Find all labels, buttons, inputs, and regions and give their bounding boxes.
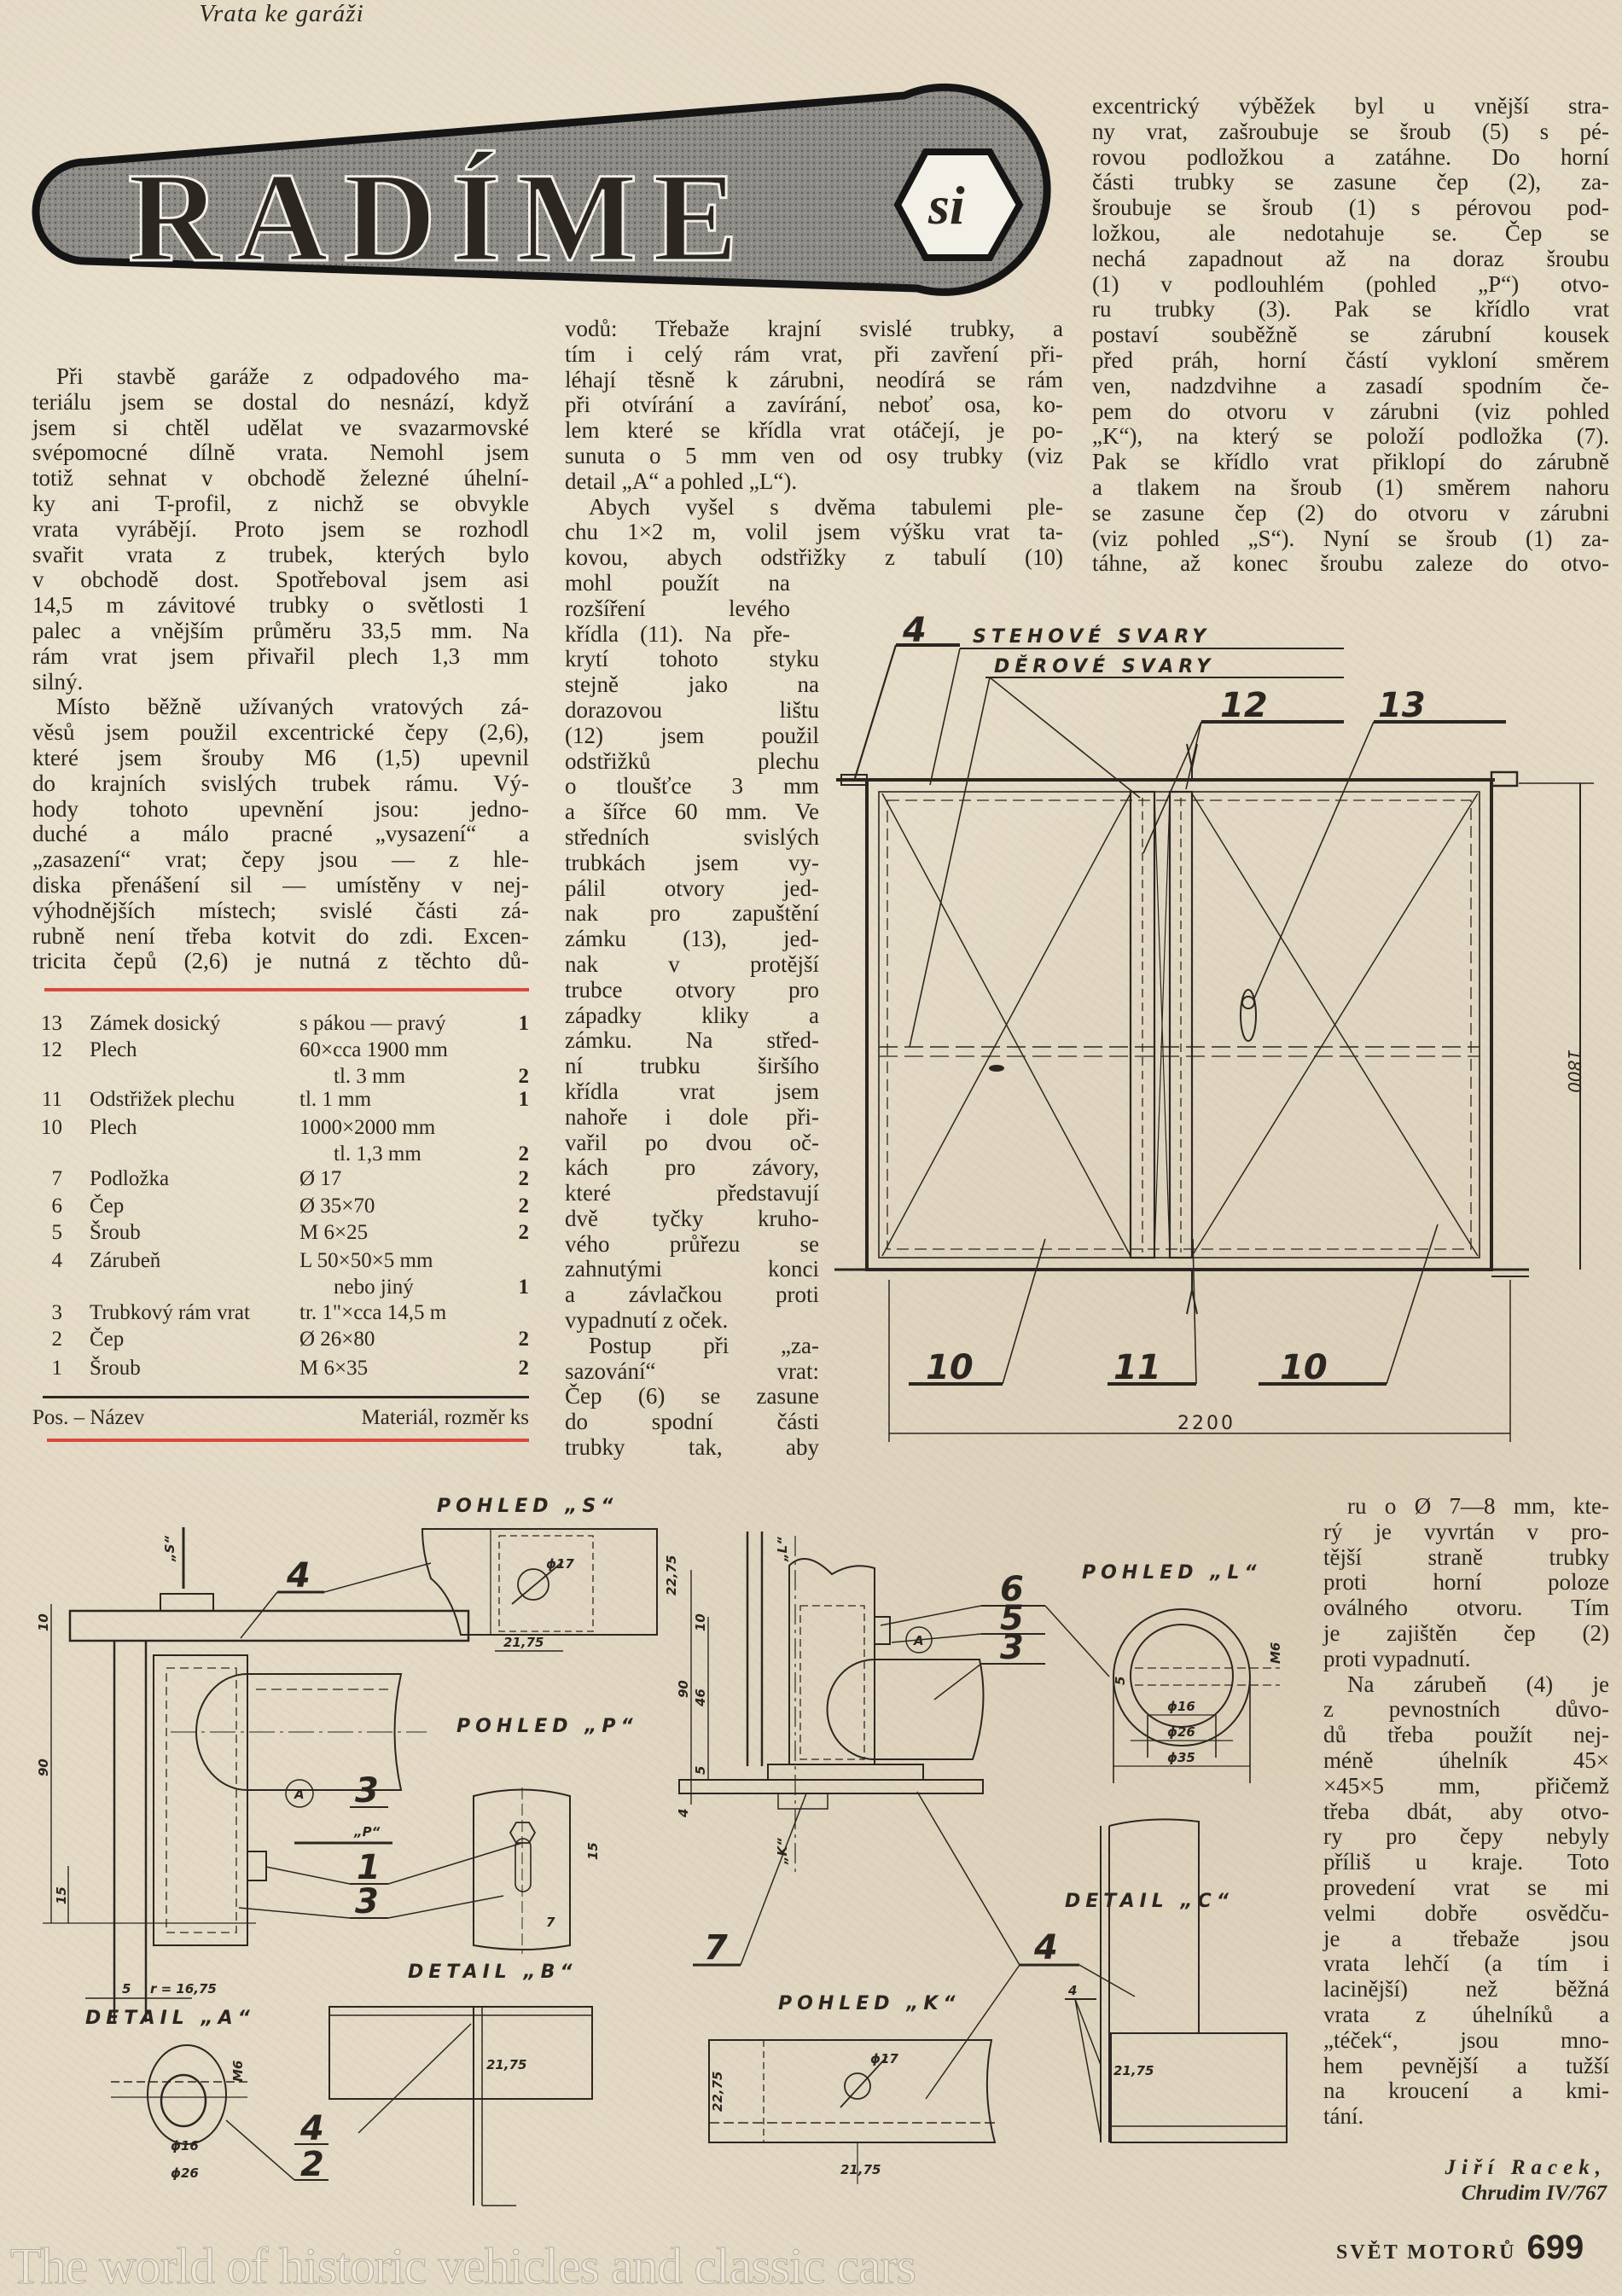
text-line: západky kliky a [565, 1002, 819, 1028]
mid-label-5: 5 [1000, 1599, 1024, 1638]
detail-c-drawing [1065, 1819, 1287, 2142]
gate-elevation-drawing [834, 611, 1594, 1442]
dim-r1675: r = 16,75 [150, 1981, 217, 1997]
text-line: dů třeba použít nej- [1323, 1722, 1609, 1748]
part-position: 11 [41, 1088, 62, 1111]
text-line: jsem si chtěl udělat ve svazarmovské [32, 414, 529, 440]
detail-label-2: 2 [300, 2145, 324, 2184]
part-material-line: nebo jiný [334, 1276, 414, 1299]
part-name: Čep [90, 1195, 125, 1218]
text-line: oválného otvoru. Tím [1323, 1595, 1609, 1621]
text-line: rozšíření levého [565, 595, 790, 621]
text-line: výhodnějších místech; svislé části zá- [32, 897, 529, 923]
header-material-ks: Materiál, rozměr ks [361, 1406, 529, 1429]
text-line: vrata z úhelníků a [1323, 2001, 1609, 2027]
text-line: Na zárubeň (4) je [1347, 1671, 1609, 1697]
part-position: 5 [51, 1221, 62, 1244]
text-line: svařit vrata z trubek, kterých bylo [32, 541, 529, 567]
text-line: hody tohoto upevnění jsou: jedno- [32, 795, 529, 822]
text-line: tím i celý rám vrat, při zavření při- [565, 340, 1063, 367]
text-line: tricita čepů (2,6) je nutná z těchto dů- [32, 948, 529, 974]
author-place: Chrudim IV/767 [1461, 2182, 1607, 2205]
part-quantity: 2 [518, 1328, 529, 1351]
view-k-drawing [709, 1993, 995, 2184]
text-line: kovou, abych odstřižky z tabulí (10) [565, 544, 1063, 571]
part-name: Plech [90, 1116, 137, 1139]
gate-label-13: 13 [1378, 686, 1426, 725]
text-line: palec a vnějším průměru 33,5 mm. Na [32, 617, 529, 643]
text-line: zámku. Na střed- [565, 1027, 819, 1054]
detail-a-dim-16: ϕ16 [171, 2138, 199, 2154]
part-quantity: 2 [518, 1167, 529, 1190]
watermark-tagline: The world of historic vehicles and classic cars [10, 2238, 916, 2294]
dim-10: 10 [36, 1613, 51, 1631]
text-line: lacinější) než běžná [1323, 1976, 1609, 2002]
text-line: ky ani T-profil, z nichž se obvykle [32, 490, 529, 516]
text-line: věsů jsem použil excentrické čepy (2,6), [32, 719, 529, 746]
text-line: nechá zapadnout až na doraz šroubu [1092, 245, 1609, 271]
detail-c-caption: DETAIL „C“ [1065, 1891, 1234, 1912]
text-line: ny vrat, zašroubuje se šroub (5) s pé- [1092, 118, 1609, 144]
text-line: méně úhelník 45× [1323, 1747, 1609, 1773]
mid-dim-5: 5 [693, 1765, 708, 1775]
detail-a-dim-26: ϕ26 [171, 2165, 199, 2181]
text-line: tější straně trubky [1323, 1543, 1609, 1570]
view-s-dim-2175: 21,75 [503, 1635, 544, 1650]
text-line: (viz pohled „S“). Nyní se šroub (1) za- [1092, 525, 1609, 551]
part-quantity: 1 [518, 1012, 529, 1035]
gate-width-dimension: 2200 [1177, 1413, 1235, 1434]
view-p-caption: POHLED „P“ [456, 1716, 638, 1737]
text-line: diska přenášení sil — umístěny v nej- [32, 871, 529, 898]
author-name: Jiří Racek, [1445, 2156, 1607, 2179]
part-position: 10 [41, 1116, 62, 1139]
text-line: léhají těsně k zárubni, neodírá se rám [565, 366, 1063, 392]
part-material-line: M 6×25 [299, 1221, 369, 1244]
part-quantity: 1 [518, 1088, 529, 1111]
text-line: dvě tyčky kruho- [565, 1205, 819, 1231]
gate-label-11: 11 [1113, 1348, 1161, 1387]
text-line: které představují [565, 1180, 819, 1206]
text-line: o tloušťce 3 mm [565, 773, 819, 799]
text-line: totiž sehnat v obchodě železné úhelní- [32, 465, 529, 491]
hinge-label-3-upper: 3 [355, 1771, 379, 1811]
view-k-dim-17: ϕ17 [870, 2051, 898, 2066]
view-s-dim-17: ϕ17 [546, 1556, 574, 1572]
text-line: postaví souběžně se zárubní kousek [1092, 322, 1609, 348]
part-material-line: L 50×50×5 mm [299, 1249, 433, 1272]
text-line: excentrický výběžek byl u vnější stra- [1092, 93, 1609, 119]
mid-dim-46: 46 [693, 1689, 708, 1706]
part-quantity: 1 [518, 1276, 529, 1299]
text-line: proti vypadnutí. [1323, 1645, 1471, 1671]
text-line: „K“), na který se položí podložka (7). [1092, 423, 1609, 450]
text-line: ní trubku širšího [565, 1053, 819, 1079]
part-position: 7 [51, 1167, 62, 1190]
part-position: 3 [51, 1301, 62, 1324]
gate-label-10-left: 10 [926, 1348, 974, 1387]
page-number: 699 [1526, 2229, 1584, 2266]
text-line: sunuta o 5 mm ven od osy trubky (viz [565, 442, 1063, 468]
part-name: Plech [90, 1038, 137, 1061]
text-line: vrata vyrábějí. Proto jsem se rozhodl [32, 515, 529, 542]
text-line: a šířce 60 mm. Ve [565, 799, 819, 825]
text-line: rý je vyvrtán v pro- [1323, 1518, 1609, 1544]
gate-height-dimension: 1800 [1564, 1049, 1584, 1093]
part-quantity: 2 [518, 1195, 529, 1218]
text-line: hem pevnější a tužší [1323, 2052, 1609, 2078]
text-line: je a třebaže jsou [1323, 1925, 1609, 1951]
text-line: zahnutými konci [565, 1256, 819, 1282]
part-material-line: tl. 1,3 mm [334, 1142, 421, 1165]
part-material-line: s pákou — pravý [299, 1012, 446, 1035]
text-line: třeba dbát, aby otvo- [1323, 1798, 1609, 1824]
text-line: (12) jsem použil [565, 722, 819, 748]
text-line: mohl použít na [565, 569, 790, 596]
part-material-line: Ø 26×80 [299, 1328, 375, 1351]
view-mark-k: „K“ [775, 1838, 790, 1864]
text-line: Postup při „za- [589, 1332, 819, 1358]
gate-label-12: 12 [1220, 686, 1268, 725]
text-line: pem do otvoru v zárubni (viz pohled [1092, 398, 1609, 424]
view-p-drawing [456, 1716, 638, 1954]
view-s-caption: POHLED „S“ [437, 1496, 619, 1517]
part-material-line: tr. 1"×cca 14,5 m [299, 1301, 447, 1324]
text-line: zámku (13), jed- [565, 926, 819, 952]
part-name: Čep [90, 1328, 125, 1351]
text-line: se zasune čep (2) do otvoru v zárubni [1092, 499, 1609, 526]
part-quantity: 2 [518, 1065, 529, 1088]
gate-label-derove-svary: DĚROVÉ SVARY [994, 656, 1216, 677]
logo-word: RADÍME [128, 147, 753, 288]
detail-a-drawing [85, 2008, 328, 2184]
text-line: pálil otvory jed- [565, 875, 819, 901]
part-material-line: Ø 17 [299, 1167, 342, 1190]
view-k-caption: POHLED „K“ [778, 1993, 961, 2014]
part-material-line: M 6×35 [299, 1357, 369, 1380]
text-line: ru o Ø 7—8 mm, kte- [1347, 1493, 1609, 1519]
mid-dim-90: 90 [676, 1680, 691, 1698]
text-line: trubce otvory pro [565, 976, 819, 1003]
text-line: detail „A“ a pohled „L“). [565, 468, 798, 494]
text-line: ×45×5 mm, přičemž [1323, 1772, 1609, 1799]
text-line: vrata lehčí (a tím i [1323, 1950, 1609, 1977]
text-line: v obchodě dost. Spotřeboval jsem asi [32, 567, 529, 593]
part-name: Podložka [90, 1167, 170, 1190]
part-name: Odstřižek plechu [90, 1088, 235, 1111]
view-l-dim-35: ϕ35 [1167, 1750, 1195, 1765]
detail-c-dim-2175: 21,75 [1113, 2063, 1154, 2078]
part-quantity: 2 [518, 1221, 529, 1244]
view-l-dim-5: 5 [1113, 1676, 1128, 1685]
part-name: Trubkový rám vrat [90, 1301, 250, 1324]
part-position: 4 [51, 1249, 62, 1272]
view-mark-p: „P“ [354, 1824, 381, 1840]
text-line: dorazovou lištu [565, 696, 819, 723]
text-line: a závlačkou proti [565, 1282, 819, 1308]
logo-badge: si [928, 175, 965, 235]
part-name: Zámek dosický [90, 1012, 221, 1035]
view-p-dim-17: 15 [585, 1842, 601, 1860]
text-line: je zajištěn čep (2) [1323, 1619, 1609, 1646]
hinge-label-4: 4 [287, 1556, 311, 1596]
text-line: proti horní poloze [1323, 1569, 1609, 1596]
text-line: teriálu jsem se dostal do nesnází, když [32, 388, 529, 415]
text-line: do krajních svislých trubek rámu. Vý- [32, 770, 529, 796]
text-line: trubky tak, aby [565, 1434, 819, 1461]
view-s-dim-2275: 22,75 [664, 1555, 679, 1596]
part-position: 6 [51, 1195, 62, 1218]
view-mark-s: „S“ [162, 1535, 177, 1561]
text-line: táhne, až konec šroubu zaleze do otvo- [1092, 550, 1609, 577]
text-line: rám vrat jsem přivařil plech 1,3 mm [32, 642, 529, 669]
text-line: rovou podložkou a zatáhne. Do horní [1092, 143, 1609, 170]
part-position: 12 [41, 1038, 62, 1061]
text-line: velmi dobře osvědču- [1323, 1899, 1609, 1926]
text-line: „téček“, jsou mno- [1323, 2026, 1609, 2053]
mid-circle-label-a: A [914, 1633, 924, 1648]
text-line: krytí tohoto styku [565, 646, 819, 672]
view-l-dim-26: ϕ26 [1167, 1724, 1195, 1740]
text-line: sazování“ vrat: [565, 1357, 819, 1384]
text-line: křídla (11). Na pře- [565, 620, 790, 647]
text-line: rubně není třeba kotvit do zdi. Excen- [32, 922, 529, 949]
text-line: před práh, horní částí vykloní směrem [1092, 346, 1609, 373]
text-line: vypadnutí z oček. [565, 1307, 729, 1334]
text-line: odstřižků plechu [565, 747, 819, 774]
text-line: „zasazení“ vrat; čepy jsou — z hle- [32, 846, 529, 873]
page-footer [1336, 2229, 1584, 2267]
view-mark-l: „L“ [775, 1537, 790, 1561]
text-line: na kroucení a kmi- [1323, 2078, 1609, 2104]
mid-label-7: 7 [704, 1928, 728, 1968]
hinge-label-1: 1 [357, 1848, 381, 1887]
text-line: do spodní části [565, 1409, 819, 1435]
text-line: které jsem šrouby M6 (1,5) upevnil [32, 744, 529, 770]
text-line: ložkou, ale nedotahuje se. Čep se [1092, 219, 1609, 246]
text-line: vodů: Třebaže krajní svislé trubky, a [565, 316, 1063, 341]
text-line: Pak se křídlo vrat přiklopí do zárubně [1092, 449, 1609, 475]
magazine-name: SVĚT MOTORŮ [1336, 2241, 1517, 2264]
mid-label-3: 3 [1000, 1628, 1024, 1667]
text-line: tání. [1323, 2103, 1364, 2130]
text-line: křídla vrat jsem [565, 1078, 819, 1104]
part-name: Zárubeň [90, 1249, 161, 1272]
text-line: části trubky se zasune čep (2), za- [1092, 169, 1609, 195]
part-position: 1 [51, 1357, 62, 1380]
text-line: nak v protější [565, 950, 819, 977]
dim-15: 15 [54, 1886, 69, 1904]
detail-label-4: 4 [300, 2109, 324, 2148]
text-line: šroubuje se šroub (1) s pérovou pod- [1092, 195, 1609, 221]
view-l-dim-16: ϕ16 [1167, 1699, 1195, 1714]
dim-5: 5 [122, 1981, 131, 1997]
view-l-drawing [1082, 1562, 1283, 1783]
part-name: Šroub [90, 1221, 141, 1244]
text-line: vého průřezu se [565, 1230, 819, 1257]
view-p-dim-7: 7 [546, 1915, 555, 1930]
mid-label-4: 4 [1034, 1928, 1058, 1968]
text-line: ven, nadzdvihne a zasadí spodním če- [1092, 372, 1609, 398]
text-line: z pevnostních důvo- [1323, 1696, 1609, 1723]
part-quantity: 2 [518, 1142, 529, 1165]
text-line: ru trubky (3). Pak se křídlo vrat [1092, 296, 1609, 323]
detail-a-dim-m6: M6 [230, 2060, 246, 2082]
detail-b-dim-2175: 21,75 [486, 2057, 527, 2072]
article-title: Vrata ke garáži [199, 0, 364, 27]
view-k-dim-2275: 22,75 [710, 2071, 725, 2112]
part-material-line: tl. 3 mm [334, 1065, 406, 1088]
view-l-dim-m6: M6 [1268, 1642, 1283, 1664]
gate-label-10-right: 10 [1280, 1348, 1328, 1387]
text-line: nak pro zapuštění [565, 900, 819, 927]
circle-label-a: A [294, 1787, 305, 1802]
author-signature [1445, 2155, 1607, 2206]
part-position: 2 [51, 1328, 62, 1351]
part-material-line: 1000×2000 mm [299, 1116, 436, 1139]
part-name: Šroub [90, 1357, 141, 1380]
text-line: trubkách jsem vy- [565, 849, 819, 875]
text-line: provedení vrat se mi [1323, 1874, 1609, 1900]
text-line: příliš u kraje. Toto [1323, 1849, 1609, 1875]
text-line: Místo běžně užívaných vratových zá- [56, 694, 529, 720]
text-line: Při stavbě garáže z odpadového ma- [56, 363, 529, 389]
text-line: a tlakem na šroub (1) směrem nahoru [1092, 474, 1609, 500]
part-position: 13 [41, 1012, 62, 1035]
text-line: vařil po dvou oč- [565, 1129, 819, 1155]
text-line: (1) v podlouhlém (pohled „P“) otvo- [1092, 270, 1609, 297]
dim-90: 90 [36, 1758, 51, 1776]
header-pos-name: Pos. – Název [32, 1406, 145, 1429]
mid-dim-10: 10 [693, 1613, 708, 1631]
text-line: chu 1×2 m, volil jsem výšku vrat ta- [565, 519, 1063, 545]
gate-label-stehove-svary: STEHOVÉ SVARY [973, 626, 1212, 648]
text-line: středních svislých [565, 823, 819, 850]
text-line: Abych vyšel s dvěma tabulemi ple- [589, 493, 1063, 520]
part-material-line: tl. 1 mm [299, 1088, 372, 1111]
text-line: stejně jako na [565, 671, 819, 698]
view-l-caption: POHLED „L“ [1082, 1562, 1262, 1584]
detail-b-drawing [329, 1962, 592, 2206]
text-line: ry pro čepy nebyly [1323, 1823, 1609, 1850]
text-line: silný. [32, 668, 84, 695]
text-line: nahoře i dole při- [565, 1103, 819, 1130]
detail-b-caption: DETAIL „B“ [408, 1962, 578, 1983]
text-line: lem které se křídla vrat otáčejí, je po- [565, 417, 1063, 444]
part-material-line: Ø 35×70 [299, 1195, 375, 1218]
text-line: Čep (6) se zasune [565, 1383, 819, 1410]
text-line: svépomocné dílně vrata. Nemohl jsem [32, 439, 529, 466]
mid-dim-4: 4 [676, 1808, 691, 1817]
view-s-drawing [422, 1496, 679, 1651]
text-line: duché a málo pracné „vysazení“ a [32, 821, 529, 847]
text-line: kách pro závory, [565, 1154, 819, 1181]
hinge-label-3-lower: 3 [355, 1882, 379, 1921]
text-line: 14,5 m závitové trubky o světlosti 1 [32, 592, 529, 619]
view-k-dim-2175: 21,75 [840, 2162, 881, 2177]
detail-c-dim-4: 4 [1068, 1983, 1078, 1998]
part-quantity: 2 [518, 1357, 529, 1380]
mid-label-6: 6 [1000, 1570, 1024, 1609]
detail-a-caption: DETAIL „A“ [85, 2008, 255, 2029]
gate-label-4: 4 [903, 611, 927, 650]
part-material-line: 60×cca 1900 mm [299, 1038, 448, 1061]
text-line: při otvírání a zavírání, neboť osa, ko- [565, 392, 1063, 418]
